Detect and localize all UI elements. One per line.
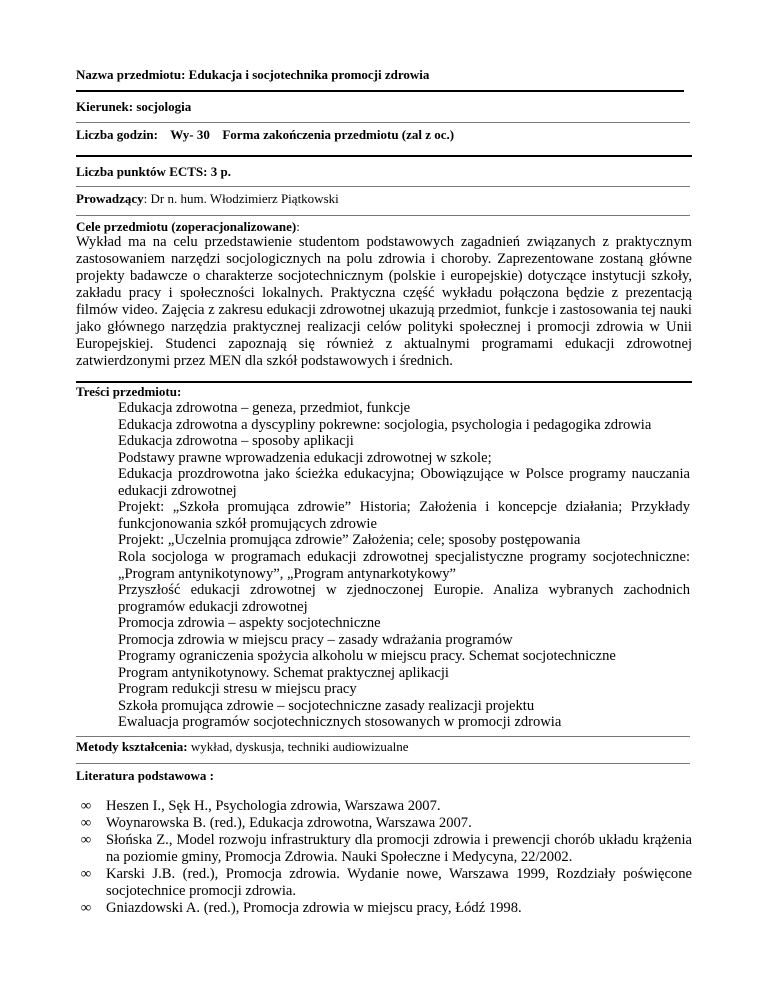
subject-value: Edukacja i socjotechnika promocji zdrowia: [188, 67, 430, 82]
literature-item: ∞ Słońska Z., Model rozwoju infrastruktury dla promocji zdrowia i prewencji chorób układu krążenia na poziomie gminy, Promocja Zdrowia. Nauki Społeczne i Medycyna, 22/2002.: [76, 832, 692, 866]
topic-item: Edukacja prozdrowotna jako ścieżka edukacyjna; Obowiązujące w Polsce programy nauczania edukacji zdrowotnej: [118, 466, 690, 499]
topic-item: Promocja zdrowia w miejscu pracy – zasady wdrażania programów: [118, 632, 513, 648]
methods-value: wykład, dyskusja, techniki audiowizualne: [187, 739, 409, 754]
content-heading: Treści przedmiotu:: [76, 384, 182, 399]
topic-item: Edukacja zdrowotna a dyscypliny pokrewne: socjologia, psychologia i pedagogika zdrowia: [118, 417, 652, 433]
goals-heading-row: [76, 219, 692, 234]
divider: [76, 122, 690, 123]
divider: [76, 90, 684, 92]
ects-row: [76, 164, 692, 179]
goals-heading-suffix: :: [296, 219, 300, 234]
divider: [76, 215, 690, 216]
topic-item: Podstawy prawne wprowadzenia edukacji zdrowotnej w szkole;: [118, 450, 492, 466]
goals-heading: Cele przedmiotu (zoperacjonalizowane): [76, 219, 297, 234]
methods-row: [76, 739, 692, 754]
goals-text: Wykład ma na celu przedstawienie studentom podstawowych zagadnień związanych z praktycznym zastosowaniem narzędzi socjologicznych na polu zdrowia i choroby. Zaprezentowane zostaną główne projekty badawcze o charakterze socjotechnicznym (polskie i europejskie) dotyczące instytucji szkoły, zakładu pracy i społeczności lokalnych. Praktyczna część wykładu połączona będzie z prezentacją filmów video. Zajęcia z zakresu edukacji zdrowotnej ukazują przedmiot, funkcje i zastosowania tej nauki jako głównego narzędzia praktycznej realizacji celów polityki społecznej i promocji zdrowia w Unii Europejskiej. Studenci zapoznają się również z aktualnymi programami edukacji zdrowotnej zatwierdzonymi przez MEN dla szkół podstawowych i średnich.: [76, 234, 692, 369]
divider: [76, 155, 692, 157]
infinity-bullet-icon: ∞: [80, 900, 92, 916]
subject-row: [76, 67, 692, 82]
lecturer-label: Prowadzący: [76, 191, 144, 206]
infinity-bullet-icon: ∞: [80, 832, 92, 848]
completion-form: Forma zakończenia przedmiotu (zal z oc.): [222, 127, 455, 142]
literature-item: ∞ Heszen I., Sęk H., Psychologia zdrowia, Warszawa 2007.: [76, 798, 692, 815]
topic-item: Przyszłość edukacji zdrowotnej w zjednoczonej Europie. Analiza wybranych zachodnich programów edukacji zdrowotnej: [118, 582, 690, 615]
literature-item: ∞ Karski J.B. (red.), Promocja zdrowia. Wydanie nowe, Warszawa 1999, Rozdziały poświęcone socjotechnice promocji zdrowia.: [76, 866, 692, 900]
infinity-bullet-icon: ∞: [80, 815, 92, 831]
infinity-bullet-icon: ∞: [80, 866, 92, 882]
direction-label: Kierunek:: [76, 99, 134, 114]
literature-heading: Literatura podstawowa :: [76, 768, 214, 783]
divider: [76, 763, 690, 764]
methods-label: Metody kształcenia:: [76, 739, 188, 754]
lecturer-row: [76, 191, 692, 206]
direction-row: [76, 99, 692, 114]
topic-item: Programy ograniczenia spożycia alkoholu w miejscu pracy. Schemat socjotechniczne: [118, 648, 616, 664]
hours-value: Wy- 30: [170, 127, 210, 142]
hours-row: [76, 127, 692, 142]
direction-value: socjologia: [136, 99, 192, 114]
topic-item: Program redukcji stresu w miejscu pracy: [118, 681, 357, 697]
divider: [76, 381, 692, 383]
literature-item: ∞ Gniazdowski A. (red.), Promocja zdrowia w miejscu pracy, Łódź 1998.: [76, 900, 692, 917]
divider: [76, 736, 690, 737]
ects-label: Liczba punktów ECTS: 3 p.: [76, 164, 231, 179]
topic-item: Promocja zdrowia – aspekty socjotechniczne: [118, 615, 381, 631]
topic-item: Projekt: „Uczelnia promująca zdrowie” Założenia; cele; sposoby postępowania: [118, 532, 581, 548]
topic-item: Rola socjologa w programach edukacji zdrowotnej specjalistyczne programy socjotechniczne: „Program antynikotynowy”, „Program antynarkotykowy”: [118, 549, 690, 582]
divider: [76, 186, 690, 187]
topic-item: Program antynikotynowy. Schemat praktycznej aplikacji: [118, 665, 449, 681]
subject-label: Nazwa przedmiotu:: [76, 67, 186, 82]
literature-item: ∞ Woynarowska B. (red.), Edukacja zdrowotna, Warszawa 2007.: [76, 815, 692, 832]
topic-item: Edukacja zdrowotna – sposoby aplikacji: [118, 433, 354, 449]
topic-item: Ewaluacja programów socjotechnicznych stosowanych w promocji zdrowia: [118, 714, 562, 730]
lecturer-value: : Dr n. hum. Włodzimierz Piątkowski: [143, 191, 339, 206]
topic-item: Szkoła promująca zdrowie – socjotechniczne zasady realizacji projektu: [118, 698, 535, 714]
topic-item: Edukacja zdrowotna – geneza, przedmiot, funkcje: [118, 400, 411, 416]
infinity-bullet-icon: ∞: [80, 798, 92, 814]
topic-item: Projekt: „Szkoła promująca zdrowie” Historia; Założenia i koncepcje działania; Przykłady funkcjonowania szkół promujących zdrowie: [118, 499, 690, 532]
literature-list: [76, 798, 692, 917]
hours-label: Liczba godzin:: [76, 127, 158, 142]
